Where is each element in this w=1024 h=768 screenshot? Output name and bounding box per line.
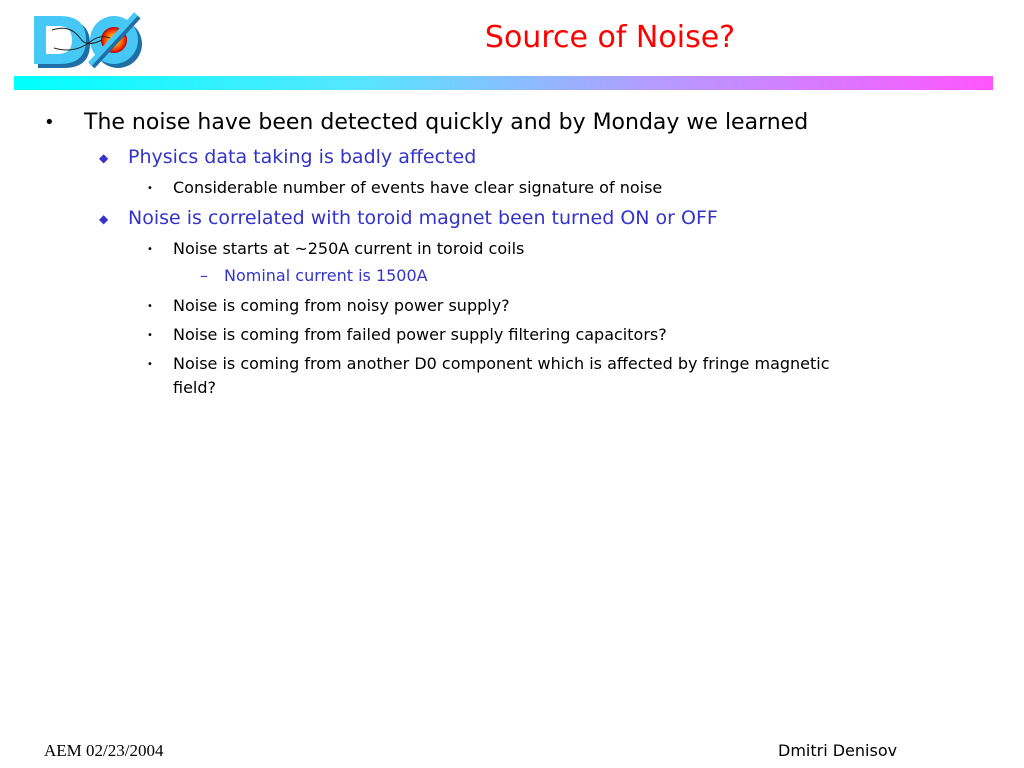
small-dot-bullet-icon: • bbox=[147, 301, 153, 312]
diamond-bullet-icon: ◆ bbox=[99, 212, 109, 226]
bullet-level3 bbox=[147, 294, 510, 318]
bullet-text: Considerable number of events have clear signature of noise bbox=[173, 178, 663, 197]
dash-bullet-icon: – bbox=[200, 266, 208, 285]
bullet-level3 bbox=[147, 352, 830, 376]
title-divider-bar bbox=[14, 76, 993, 90]
small-dot-bullet-icon: • bbox=[147, 183, 153, 194]
bullet-level4 bbox=[200, 266, 428, 285]
footer-author: Dmitri Denisov bbox=[778, 741, 898, 760]
bullet-level3 bbox=[147, 237, 525, 261]
bullet-level3 bbox=[147, 323, 667, 347]
bullet-text: Noise is coming from failed power supply filtering capacitors? bbox=[173, 325, 667, 344]
footer-date: AEM 02/23/2004 bbox=[44, 741, 164, 760]
small-dot-bullet-icon: • bbox=[147, 359, 153, 370]
bullet-level2 bbox=[99, 146, 477, 168]
diamond-bullet-icon: ◆ bbox=[99, 151, 109, 165]
bullet-text: Noise is correlated with toroid magnet been turned ON or OFF bbox=[128, 207, 718, 229]
slide-title: Source of Noise? bbox=[484, 20, 736, 55]
bullet-continuation bbox=[173, 376, 216, 400]
bullet-text: field? bbox=[173, 378, 217, 397]
bullet-level1 bbox=[44, 110, 809, 135]
bullet-text: Noise starts at ~250A current in toroid coils bbox=[173, 239, 525, 258]
bullet-text: Noise is coming from another D0 component which is affected by fringe magnetic bbox=[173, 354, 830, 373]
bullet-level3 bbox=[147, 176, 663, 200]
bullet-text: Nominal current is 1500A bbox=[224, 266, 428, 285]
small-dot-bullet-icon: • bbox=[147, 244, 153, 255]
small-dot-bullet-icon: • bbox=[147, 330, 153, 341]
bullet-text: Physics data taking is badly affected bbox=[128, 146, 477, 168]
bullet-text: Noise is coming from noisy power supply? bbox=[173, 296, 510, 315]
bullet-level2 bbox=[99, 207, 718, 229]
dot-bullet-icon: • bbox=[44, 112, 55, 133]
bullet-text: The noise have been detected quickly and by Monday we learned bbox=[84, 110, 809, 135]
